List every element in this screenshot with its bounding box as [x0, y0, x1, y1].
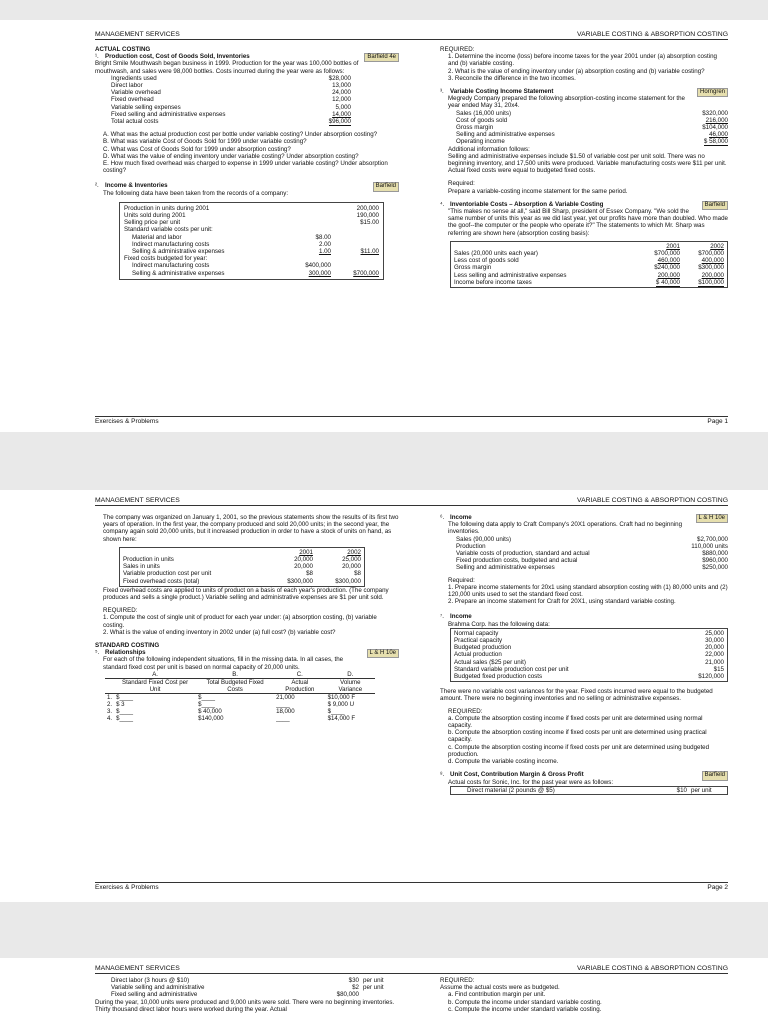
q6-required-heading: Required:	[448, 576, 475, 584]
p2-units-box	[119, 547, 365, 587]
p2-intro-text: The company was organized on January 1, 2001, so the previous statements show the results of its first two years of operation. In the first year, the company produced and sold 20,000 units; in the second year, the company again sold 20,000 units, but it increased production in order to have a stock of units on hand, as shown here:	[103, 514, 399, 543]
q3-title-row: ³. Variable Costing Income Statement Horngren	[440, 88, 728, 95]
q3-statement	[440, 110, 728, 146]
q1-item: B. What was variable Cost of Goods Sold for 1999 under variable costing?	[103, 138, 307, 146]
text-cell: 300,000	[308, 269, 331, 277]
text-cell: Selling price per unit	[124, 219, 181, 227]
q2-data-box	[119, 202, 384, 280]
p1-left-column	[95, 46, 399, 280]
header-right: VARIABLE COSTING & ABSORPTION COSTING	[577, 31, 728, 38]
text-cell: per unit	[363, 984, 384, 992]
q8-material-row	[450, 786, 728, 795]
text-cell: $28,000	[328, 74, 351, 82]
text-cell: Selling & administrative expenses	[132, 248, 225, 256]
p2-note: Fixed overhead costs are applied to units of product on a basis of each year's production. (The company produces and sells a single product.) Variable selling and administrative expenses are $1 per unit sold.	[103, 586, 389, 602]
text-cell: $96,000	[328, 118, 351, 126]
text-cell: Standard variable production cost per unit	[454, 665, 569, 673]
q2-row	[124, 226, 379, 233]
text-cell: Less selling and administrative expenses	[454, 271, 567, 279]
header-left: MANAGEMENT SERVICES	[95, 497, 180, 504]
section-heading-actual-costing: ACTUAL COSTING	[95, 46, 151, 53]
text-cell: Volume Variance	[338, 678, 363, 693]
text-cell: Normal capacity	[454, 629, 499, 637]
required-item: 2. What is the value of ending inventory in 2002 under (a) full cost? (b) variable cost?	[103, 628, 336, 636]
text-cell: $8.00	[315, 233, 331, 241]
q6-required-item: 2. Prepare an income statement for Craft for 20X1, using standard variable costing.	[448, 598, 676, 606]
q8-source-tag: Barfield	[702, 771, 728, 780]
page-header	[95, 26, 728, 40]
text-cell: $240,000	[654, 264, 680, 272]
p3-required-item: c. Compute the income under standard variable costing.	[448, 1005, 602, 1013]
text-cell: Total actual costs	[111, 118, 159, 126]
q2-title-row: ². Income & Inventories Barfield	[95, 182, 399, 189]
text-cell: C.	[296, 670, 303, 678]
page-footer	[95, 882, 728, 894]
text-cell: Sales (20,000 units each year)	[454, 250, 538, 258]
q4-statement-box	[450, 241, 728, 288]
q7-title: Income	[450, 613, 472, 621]
text-cell: Gross margin	[456, 124, 494, 132]
text-cell: 20,000	[294, 556, 313, 564]
q3-title: Variable Costing Income Statement	[450, 88, 554, 96]
p2-right-column	[440, 514, 728, 795]
q2-row	[124, 212, 379, 219]
text-cell: $300,000	[698, 264, 724, 272]
text-cell	[331, 241, 379, 248]
text-cell: $15.00	[360, 219, 379, 227]
q1-item: D. What was the value of ending inventory under variable costing? Under absorption costing?	[103, 152, 359, 160]
text-cell: 200,000	[701, 271, 724, 279]
q2-row	[124, 270, 379, 277]
text-cell: Direct labor (3 hours @ $10)	[111, 977, 190, 984]
text-cell: Fixed selling and administrative expenses	[111, 110, 226, 118]
p3-right-column	[440, 977, 728, 1013]
q3-required-text: Prepare a variable-costing income statement for the same period.	[448, 187, 628, 195]
q4-title-row: ⁴. Inventoriable Costs – Absorption & Variable Costing Barfield	[440, 201, 728, 208]
text-cell: 2.00	[318, 240, 331, 248]
p3-text: During the year, 10,000 units were produced and 9,000 units were sold. There were no beginning inventories. Thirty thousand direct labor hours were worked during the year. Actual	[95, 998, 395, 1013]
q3-text: Megredy Company prepared the following absorption-costing income statement for the year ended May 31, 20x4.	[448, 95, 685, 110]
p3-required-item: b. Compute the income under standard variable costing.	[448, 998, 602, 1006]
header-right: VARIABLE COSTING & ABSORPTION COSTING	[577, 965, 728, 972]
text-cell: $8	[354, 570, 361, 578]
text-cell: 216,000	[705, 116, 728, 124]
text-cell: $11.00	[360, 248, 379, 256]
p3-required-item: a. Find contribution margin per unit.	[448, 991, 546, 999]
text-cell: B.	[232, 670, 238, 678]
page-header	[95, 492, 728, 506]
text-cell: Budgeted fixed production costs	[454, 673, 543, 681]
page-1	[0, 20, 768, 432]
text-cell: Sales (90,000 units)	[456, 535, 512, 543]
text-cell: Less cost of goods sold	[454, 257, 519, 265]
q1-cost-list	[95, 75, 351, 125]
text-cell: $880,000	[702, 550, 728, 558]
q3-source-tag: Horngren	[697, 88, 728, 97]
text-cell: $____	[327, 707, 345, 715]
required-item: 3. Reconcile the difference in the two incomes.	[448, 74, 576, 82]
text-cell: $____	[116, 707, 134, 715]
text-cell: Material and labor	[132, 233, 182, 241]
q3-required-heading: Required:	[448, 180, 475, 188]
text-cell: Production in units during 2001	[124, 204, 210, 212]
text-cell: 22,000	[705, 651, 724, 659]
text-cell: 18,000	[276, 707, 295, 715]
q6-data	[440, 536, 728, 572]
text-cell: Actual Production	[285, 678, 315, 693]
q7-title-row: ⁷. Income	[440, 613, 472, 621]
text-cell: Units sold during 2001	[124, 212, 186, 220]
text-cell: 460,000	[657, 257, 680, 265]
q6-text: The following data apply to Craft Company's 20X1 operations. Craft had no beginning inventories.	[448, 521, 683, 536]
text-cell: Fixed overhead costs (total)	[123, 577, 200, 585]
text-cell: ____	[276, 700, 290, 708]
text-cell	[283, 212, 331, 219]
text-cell: Fixed selling and administrative	[111, 991, 198, 999]
table-row	[105, 701, 375, 708]
text-cell: $10,000 F	[327, 693, 356, 701]
q7-required-item: b. Compute the absorption costing income if fixed costs per unit are determined using practical capacity.	[448, 729, 707, 744]
q6-title-row: ⁶. Income L & H 10e	[440, 514, 728, 521]
text-cell: ____	[276, 714, 290, 722]
q2-row	[124, 262, 379, 269]
text-cell: 1.00	[318, 248, 331, 256]
header-left: MANAGEMENT SERVICES	[95, 965, 180, 972]
q5-table	[105, 671, 375, 722]
text-cell: Income before income taxes	[454, 278, 532, 286]
text-cell: 46,000	[709, 131, 728, 139]
text-cell: Selling and administrative expenses	[456, 131, 555, 139]
required-heading: REQUIRED:	[440, 46, 475, 53]
q1-cost-total-row	[111, 118, 351, 125]
text-cell: Variable selling expenses	[111, 103, 181, 111]
text-cell: Practical capacity	[454, 637, 503, 645]
text-cell: 14,000	[332, 110, 351, 118]
text-cell: Fixed production costs, budgeted and actual	[456, 557, 578, 565]
text-cell: $140,000	[198, 714, 224, 722]
q2-row	[124, 205, 379, 212]
required-item: 1. Determine the income (loss) before income taxes for the year 2001 under (a) absorption costing and (b) variable costing.	[448, 53, 717, 68]
text-cell: 1.	[107, 693, 113, 701]
text-cell: per unit	[363, 977, 384, 984]
q6-required-item: 1. Prepare income statements for 20x1 using standard absorption costing with (1) 80,000 units and (2) 120,000 units used to set the standard fixed cost.	[448, 583, 728, 599]
text-cell: $400,000	[305, 262, 331, 270]
q7-required-heading: REQUIRED:	[448, 707, 483, 715]
q5-source-tag: L & H 10e	[367, 649, 399, 658]
text-cell: 200,000	[356, 204, 379, 212]
q3-info-text: Selling and administrative expenses include $1.50 of variable cost per unit sold. There was no beginning inventory, and 17,500 units were produced. Variable manufacturing costs were $11 per unit. Actual fixed costs were equal to budgeted fixed costs.	[448, 152, 727, 175]
text-cell: Selling and administrative expenses	[456, 564, 555, 572]
page-3	[0, 958, 768, 1024]
section-heading-standard-costing: STANDARD COSTING	[95, 642, 160, 650]
text-cell: 2.	[107, 700, 113, 708]
text-cell: $250,000	[702, 564, 728, 572]
q8-title-row: ⁸. Unit Cost, Contribution Margin & Gross Profit Barfield	[440, 771, 728, 778]
text-cell: $ 40,000	[198, 707, 222, 715]
text-cell: Total Budgeted Fixed Costs	[206, 678, 264, 693]
q2-row	[124, 219, 379, 226]
p3-cost-row	[95, 984, 399, 991]
footer-left: Exercises & Problems	[95, 418, 159, 425]
q7-required-item: c. Compute the absorption costing income if fixed costs per unit are determined using budgeted production.	[448, 743, 710, 758]
q2-row	[124, 248, 379, 255]
text-cell: 24,000	[332, 89, 351, 97]
q5-text: For each of the following independent situations, fill in the missing data. In all cases, the standard fixed cost per unit is based on normal capacity of 20,000 units.	[103, 656, 344, 671]
text-cell: 20,000	[342, 563, 361, 571]
q6-title: Income	[450, 514, 472, 521]
text-cell: $14,000 F	[327, 714, 356, 722]
text-cell: $700,000	[654, 250, 680, 258]
text-cell: $80,000	[336, 991, 359, 999]
q7-text: Brahma Corp. has the following data:	[448, 620, 550, 628]
text-cell: $320,000	[702, 109, 728, 117]
q1-cost-row	[111, 82, 351, 89]
table-row	[105, 708, 375, 715]
text-cell: Variable costs of production, standard and actual	[456, 550, 590, 558]
text-cell: 20,000	[294, 563, 313, 571]
text-cell: Sales (16,000 units)	[456, 109, 512, 117]
text-cell: 4.	[107, 714, 113, 722]
text-cell	[283, 255, 331, 262]
text-cell: A.	[152, 670, 158, 678]
q3-info-heading: Additional information follows:	[448, 145, 530, 153]
q1-cost-row	[111, 104, 351, 111]
text-cell: Indirect manufacturing costs	[132, 262, 210, 270]
q4-source-tag: Barfield	[702, 201, 728, 210]
text-cell: Gross margin	[454, 264, 492, 272]
q2-text: The following data have been taken from the records of a company:	[103, 189, 289, 197]
text-cell: Budgeted production	[454, 644, 512, 652]
p3-required-text: Assume the actual costs were as budgeted.	[440, 984, 560, 992]
q7-required-item: a. Compute the absorption costing income if fixed costs per unit are determined using normal capacity.	[448, 714, 703, 730]
p3-left-column	[95, 977, 399, 1013]
q1-cost-row	[111, 89, 351, 96]
text-cell	[359, 991, 399, 998]
page-header	[95, 960, 728, 974]
q1-title: Production cost, Cost of Goods Sold, Inventories	[105, 53, 250, 61]
text-cell	[283, 226, 331, 233]
text-cell	[331, 226, 379, 233]
p3-required-heading: REQUIRED:	[440, 977, 475, 984]
text-cell	[331, 262, 379, 269]
text-cell: Standard variable costs per unit:	[124, 226, 213, 234]
text-cell: 200,000	[657, 271, 680, 279]
q4-title: Inventoriable Costs – Absorption & Variable Costing	[450, 200, 604, 208]
text-cell: Operating income	[456, 138, 505, 146]
q1-item: E. How much fixed overhead was charged to expense in 1999 under variable costing? Under absorption costing?	[103, 160, 388, 175]
text-cell: 3.	[107, 707, 113, 715]
q8-text: Actual costs for Sonic, Inc. for the past year were as follows:	[448, 778, 614, 786]
text-cell: $ 40,000	[655, 278, 680, 286]
text-cell	[283, 219, 331, 226]
q1-source-tag: Barfield 4e	[364, 53, 399, 62]
text-cell: $____	[198, 700, 216, 708]
text-cell: Indirect manufacturing costs	[132, 240, 210, 248]
text-cell: Variable overhead	[111, 89, 161, 97]
text-cell: $300,000	[287, 577, 313, 585]
q7-required-item: d. Compute the variable costing income.	[448, 758, 559, 766]
p1-right-column	[440, 46, 728, 288]
text-cell: $ 58,000	[703, 138, 728, 146]
text-cell: $700,000	[353, 269, 379, 277]
q1-cost-row	[111, 96, 351, 103]
text-cell: $15	[713, 665, 724, 673]
text-cell: Actual production	[454, 651, 502, 659]
text-cell: $____	[116, 714, 134, 722]
text-cell: Direct labor	[111, 82, 143, 90]
text-cell: 110,000 units	[691, 542, 728, 550]
text-cell	[331, 234, 379, 241]
text-cell: Direct material (2 pounds @ $5)	[467, 786, 555, 794]
q2-title: Income & Inventories	[105, 182, 168, 190]
text-cell: $10	[676, 786, 687, 794]
q1-title-row: ¹. Production cost, Cost of Goods Sold, Inventories Barfield 4e	[95, 53, 399, 60]
text-cell: $104,000	[702, 124, 728, 132]
text-cell: $300,000	[335, 577, 361, 585]
q5-title-row: ⁵. Relationships L & H 10e	[95, 649, 399, 656]
text-cell: Cost of goods sold	[456, 116, 508, 124]
text-cell: $____	[116, 693, 134, 701]
q2-row	[124, 255, 379, 262]
text-cell: $700,000	[698, 250, 724, 258]
q7-data-box	[450, 628, 728, 682]
text-cell: Fixed overhead	[111, 96, 154, 104]
page-2	[0, 490, 768, 902]
q4-text: "This makes no sense at all," said Bill Sharp, president of Essex Company. "We sold the same number of units this year as we did last year, yet our profits have more than doubled. Who made the goof--the computer or the people who operate it?" The statements to which Mr. Sharp was referring are shown here (absorption costing basis):	[448, 208, 728, 237]
footer-page-number: Page 2	[707, 884, 728, 891]
q2-source-tag: Barfield	[373, 182, 399, 191]
q1-text: Bright Smile Mouthwash began business in 1999. Production for the year was 100,000 bottles of mouthwash, and sales were 98,000 bottles. Costs incurred during the year were as follows:	[95, 60, 359, 75]
text-cell: Variable production cost per unit	[123, 570, 212, 578]
footer-page-number: Page 1	[707, 418, 728, 425]
page-footer	[95, 416, 728, 428]
text-cell: Variable selling and administrative	[111, 984, 205, 992]
q1-item: C. What was Cost of Goods Sold for 1999 under absorption costing?	[103, 145, 291, 153]
text-cell: 25,000	[342, 556, 361, 564]
text-cell: $ 9,000 U	[327, 700, 355, 708]
text-cell: per unit	[691, 786, 712, 794]
text-cell: $ 3	[116, 700, 125, 708]
text-cell: 21,000	[705, 658, 724, 666]
text-cell: 2001	[299, 548, 313, 556]
required-item: 2. What is the value of ending inventory under (a) absorption costing and (b) variable costing?	[448, 67, 705, 75]
text-cell: 20,000	[705, 644, 724, 652]
q5-title: Relationships	[105, 649, 146, 657]
text-cell: 12,000	[332, 96, 351, 104]
q8-title: Unit Cost, Contribution Margin & Gross Profit	[450, 771, 584, 779]
text-cell: $960,000	[702, 557, 728, 565]
q2-row	[124, 234, 379, 241]
p3-cost-row	[95, 977, 399, 984]
header-left: MANAGEMENT SERVICES	[95, 31, 180, 38]
text-cell: Standard Fixed Cost per Unit	[122, 678, 189, 693]
required-heading: REQUIRED:	[103, 607, 138, 615]
text-cell: Production in units	[123, 556, 174, 564]
q6-source-tag: L & H 10e	[696, 514, 728, 523]
p3-cost-row	[95, 991, 399, 998]
text-cell: Sales in units	[123, 563, 160, 571]
text-cell: $100,000	[698, 278, 724, 286]
q1-cost-row	[111, 111, 351, 118]
text-cell: $2,700,000	[697, 535, 728, 543]
table-row	[105, 715, 375, 722]
q1-item: A. What was the actual production cost per bottle under variable costing? Under absorption costing?	[103, 131, 378, 139]
text-cell: 2002	[347, 548, 361, 556]
table-row	[105, 693, 375, 701]
text-cell: Ingredients used	[111, 74, 157, 82]
text-cell: 21,000	[276, 693, 295, 701]
text-cell: Fixed costs budgeted for year:	[124, 255, 208, 263]
text-cell: $2	[352, 984, 359, 992]
text-cell: Production	[456, 542, 486, 550]
text-cell: 13,000	[332, 82, 351, 90]
text-cell: 400,000	[701, 257, 724, 265]
text-cell: 2001	[666, 242, 680, 250]
text-cell: $30	[348, 977, 359, 984]
text-cell: Selling & administrative expenses	[132, 269, 225, 277]
q1-cost-row	[111, 75, 351, 82]
p2-left-column	[95, 514, 399, 722]
text-cell	[283, 205, 331, 212]
text-cell: $8	[306, 570, 313, 578]
text-cell: $____	[198, 693, 216, 701]
required-item: 1. Compute the cost of single unit of product for each year under: (a) absorption costing, (b) variable costing.	[103, 614, 377, 629]
q7-text-2: There were no variable cost variances for the year. Fixed costs incurred were equal to the budgeted amount. There were no beginning inventories and no selling or administrative expenses.	[440, 688, 713, 703]
header-right: VARIABLE COSTING & ABSORPTION COSTING	[577, 497, 728, 504]
text-cell: D.	[347, 670, 354, 678]
text-cell: 30,000	[705, 637, 724, 645]
text-cell: 5,000	[335, 103, 351, 111]
q2-row	[124, 241, 379, 248]
text-cell: $120,000	[698, 673, 724, 681]
text-cell: Actual sales ($25 per unit)	[454, 658, 526, 666]
text-cell	[331, 255, 379, 262]
text-cell: 2002	[710, 242, 724, 250]
text-cell: 25,000	[705, 629, 724, 637]
footer-left: Exercises & Problems	[95, 884, 159, 891]
text-cell: 190,000	[356, 212, 379, 220]
